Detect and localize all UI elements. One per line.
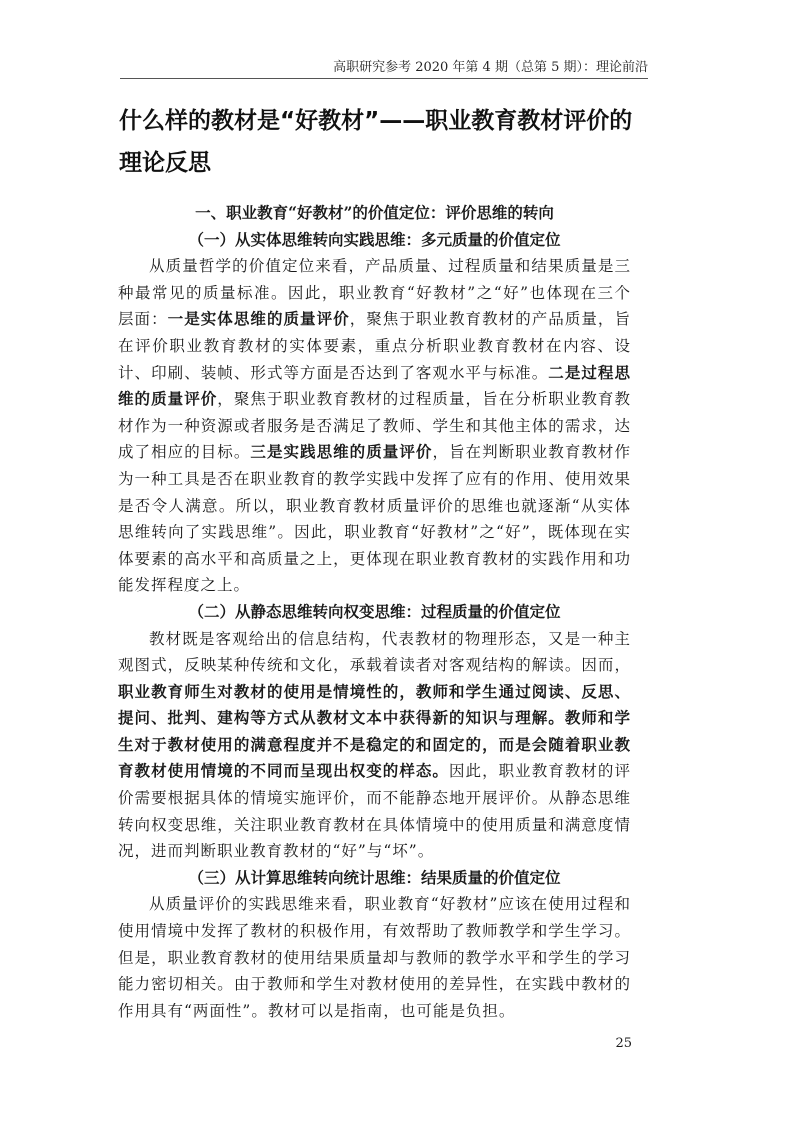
subsection-heading-2: （二）从静态思维转向权变思维：过程质量的价值定位 xyxy=(188,601,561,621)
subsection-heading-3: （三）从计算思维转向统计思维：结果质量的价值定位 xyxy=(188,867,561,887)
text-run: ，聚焦于职业教育教材的产品质量，旨在评价职业教育教材的实体要素，重点分析职业教育教材在内容、设计、印刷、装帧、形式等方面是否达到了客观水平与标准。 xyxy=(118,310,631,382)
header-rule xyxy=(120,78,648,79)
text-run: 从质量哲学的价值定位来看，产品质量、过程质量和结果质量是三种最常见的质量标准。因此，职业教育“好教材”之“好”也体现在三个层面： xyxy=(118,257,631,329)
emphasis-text: 职业教育师生对教材的使用是情境性的，教师和学生通过阅读、反思、提问、批判、建构等方式从教材文本中获得新的知识与理解。教师和学生对于教材使用的满意程度并不是稳定的和固定的，而是会随着职业教育教材使用情境的不同而呈现出权变的样态。 xyxy=(118,681,631,781)
paragraph xyxy=(118,253,631,599)
emphasis-text: 三是实践思维的质量评价 xyxy=(250,442,433,462)
paragraph: 从质量评价的实践思维来看，职业教育“好教材”应该在使用过程和使用情境中发挥了教材的积极作用，有效帮助了教师教学和学生学习。但是，职业教育教材的使用结果质量却与教师的教学水平和学生的学习能力密切相关。由于教师和学生对教材使用的差异性，在实践中教材的作用具有“两面性”。教材可以是指南，也可能是负担。 xyxy=(118,895,631,1020)
page-number: 25 xyxy=(615,1036,632,1051)
emphasis-text: 二是过程思维的质量评价 xyxy=(118,362,631,409)
subsection-heading-1: （一）从实体思维转向实践思维：多元质量的价值定位 xyxy=(188,229,561,249)
text-run: 教材既是客观给出的信息结构，代表教材的物理形态，又是一种主观图式，反映某种传统和文化，承载着读者对客观结构的解读。因而， xyxy=(118,629,631,675)
text-run: ，旨在判断职业教育教材作为一种工具是否在职业教育的教学实践中发挥了应有的作用、使用效果是否令人满意。所以，职业教育教材质量评价的思维也就逐渐“从实体思维转向了实践思维”。因此，职业教育“好教材”之“好”，既体现在实体要素的高水平和高质量之上，更体现在职业教育教材的实践作用和功能发挥程度之上。 xyxy=(118,443,631,595)
paragraph xyxy=(118,626,631,865)
text-run: ，聚焦于职业教育教材的过程质量，旨在分析职业教育教材作为一种资源或者服务是否满足了教师、学生和其他主体的需求，达成了相应的目标。 xyxy=(118,390,631,462)
article-title: 什么样的教材是“好教材”——职业教育教材评价的理论反思 xyxy=(119,108,633,176)
emphasis-text: 一是实体思维的质量评价 xyxy=(167,309,350,329)
running-head: 高职研究参考 2020 年第 4 期（总第 5 期）：理论前沿 xyxy=(333,60,648,75)
section-heading-1: 一、职业教育“好教材”的价值定位：评价思维的转向 xyxy=(195,203,554,222)
text-run: 因此，职业教育教材的评价需要根据具体的情境实施评价，而不能静态地开展评价。从静态思维转向权变思维，关注职业教育教材在具体情境中的使用质量和满意度情况，进而判断职业教育教材的“好”与“坏”。 xyxy=(118,762,631,861)
article-body xyxy=(118,200,631,1024)
